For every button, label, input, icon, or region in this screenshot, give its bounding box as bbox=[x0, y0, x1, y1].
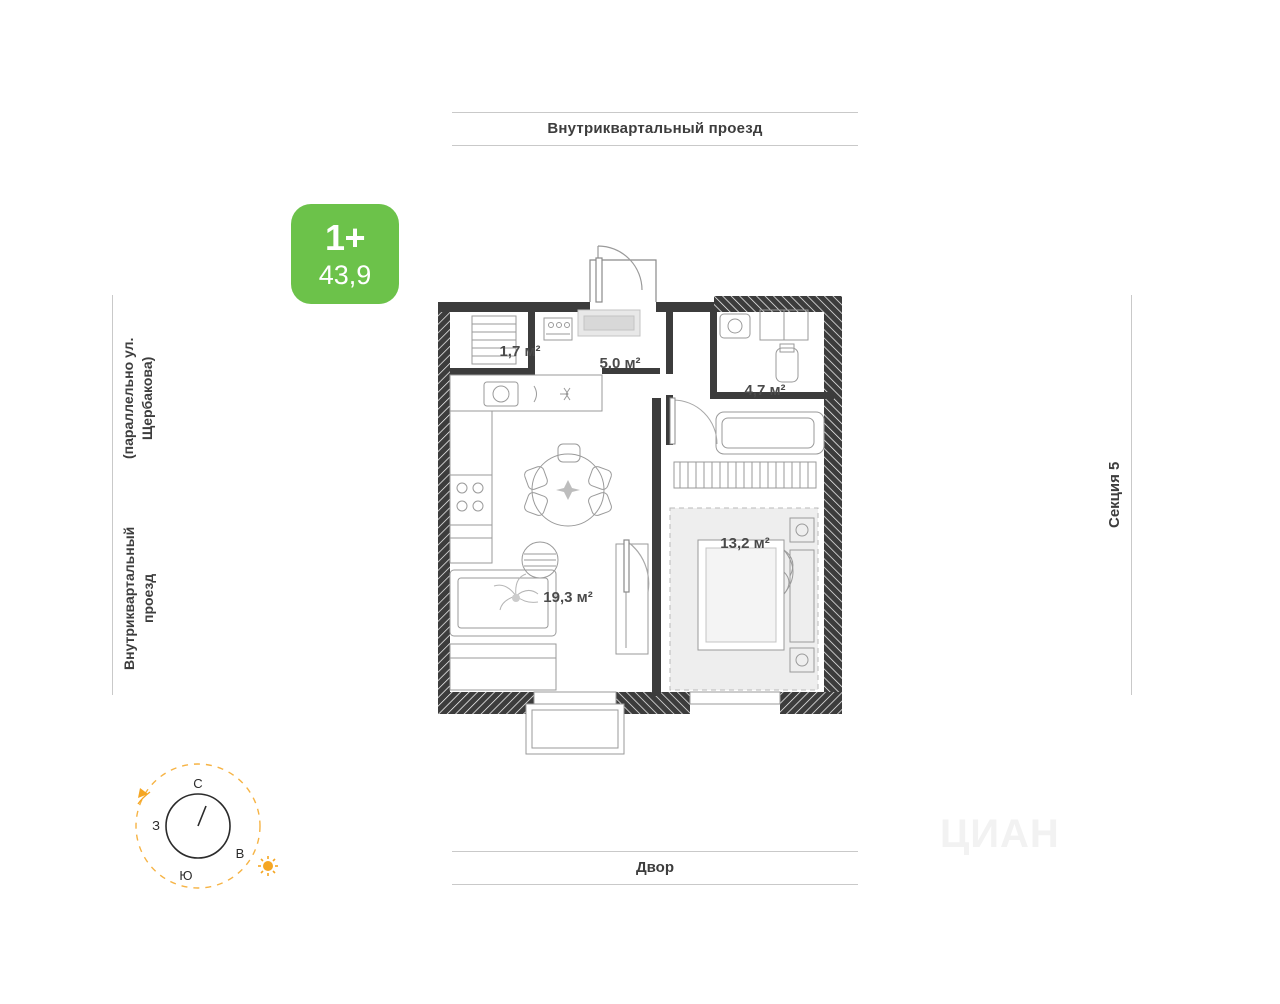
compass-north: С bbox=[193, 776, 203, 791]
top-label-rule-lower bbox=[452, 145, 858, 146]
top-label-text: Внутриквартальный проезд bbox=[547, 120, 763, 137]
bottom-yard-label bbox=[452, 851, 858, 885]
bottom-label-rule-lower bbox=[452, 884, 858, 885]
top-street-label bbox=[452, 112, 858, 146]
area-label-hallway: 1,7 м² bbox=[499, 343, 541, 360]
area-label-corridor: 5,0 м² bbox=[599, 355, 641, 372]
compass-south: Ю bbox=[179, 868, 193, 883]
right-section-label bbox=[1098, 295, 1132, 695]
left-street-label bbox=[112, 295, 165, 695]
badge-total-area: 43,9 bbox=[318, 259, 372, 290]
left-label-line1: Внутриквартальный проезд bbox=[121, 526, 156, 670]
left-label-text bbox=[113, 295, 165, 695]
right-label-text: Секция 5 bbox=[1106, 461, 1123, 529]
compass-east: В bbox=[235, 846, 245, 861]
entry-door bbox=[590, 246, 656, 302]
area-label-living: 19,3 м² bbox=[543, 589, 593, 606]
watermark: ЦИАН bbox=[940, 812, 1060, 856]
area-label-bathroom: 4,7 м² bbox=[744, 382, 786, 399]
apartment-type-badge bbox=[291, 204, 399, 304]
area-label-bedroom: 13,2 м² bbox=[720, 535, 770, 552]
sun-icon bbox=[258, 856, 278, 876]
badge-rooms-count: 1+ bbox=[324, 216, 366, 258]
compass-rose bbox=[120, 748, 300, 913]
bottom-label-text: Двор bbox=[635, 859, 675, 876]
floor-plan bbox=[420, 240, 880, 765]
left-label-line2: (параллельно ул. Щербакова) bbox=[120, 337, 155, 459]
right-label-rule bbox=[1131, 295, 1132, 695]
compass-west: З bbox=[152, 818, 160, 833]
